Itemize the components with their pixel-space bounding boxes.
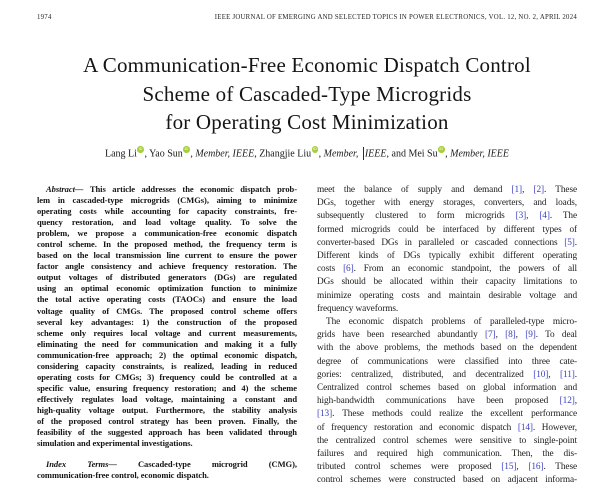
author-text: Member,	[323, 148, 361, 160]
citation-link[interactable]: [3]	[515, 211, 527, 222]
author-text: ,	[318, 148, 324, 160]
page-number: 1974	[37, 14, 52, 21]
author-name: Mei Su	[408, 148, 438, 160]
left-column	[37, 184, 297, 488]
two-column-body	[37, 184, 577, 488]
index-terms-section	[37, 459, 297, 481]
orcid-icon[interactable]: iD	[138, 146, 143, 151]
text-line: output voltages of distributed generators (DGs) are regulated	[37, 272, 297, 283]
citation-link[interactable]: [5]	[564, 237, 575, 248]
citation-link[interactable]: [4]	[539, 211, 550, 222]
text-line: operating costs for CMGs; 3) frequency could be controlled at a	[37, 371, 297, 382]
running-header	[37, 14, 577, 21]
text-line: factor angle consistency and achieve frequency restoration. The	[37, 261, 297, 272]
citation-link[interactable]: [6]	[343, 264, 354, 275]
author-text: Member, IEEE	[195, 148, 255, 160]
text-line: minimize operating costs and maintain desirable voltage and	[317, 290, 577, 301]
citation-link[interactable]: [8]	[505, 330, 516, 341]
text-line: scheme only requires local voltage and current measurements,	[37, 327, 297, 338]
author-text: ,	[144, 148, 150, 160]
citation-link[interactable]: [14]	[517, 422, 533, 433]
text-line: control scheme. In the proposed method, the frequency term is	[37, 239, 297, 250]
text-line: specific value, ensuring frequency restoration; and 4) the scheme	[37, 382, 297, 393]
author-text: ,	[190, 148, 196, 160]
text-cursor-artifact	[363, 147, 364, 160]
paper-title	[0, 51, 614, 137]
section-lead-label: Abstract—	[46, 184, 90, 194]
text-line: operating costs while accounting for capacity constraints, fre-	[37, 206, 297, 217]
text-line: based on the local transmission line current to ensure the power	[37, 250, 297, 261]
text-line: DGs should be allocated within their capacity limitations to	[317, 277, 577, 288]
text-line: Index Terms— Cascaded-type microgrid (CMG),	[46, 459, 297, 470]
text-line: [13]. These methods could realize the excellent performance	[317, 409, 577, 420]
text-line: converter-based DGs in paralleled or cascaded connections [5].	[317, 237, 577, 248]
text-line: quency restoration, and load voltage quality. To solve the	[37, 217, 297, 228]
text-line: control schemes were constructed based on adjacent informa-	[317, 475, 577, 486]
text-line: costs [6]. From an economic standpoint, the powers of all	[317, 264, 577, 275]
author-text: IEEE	[364, 148, 387, 160]
citation-link[interactable]: [10]	[533, 369, 549, 380]
text-line: feasibility of the suggested approach has been validated through	[37, 427, 297, 438]
citation-link[interactable]: [15]	[501, 462, 517, 473]
citation-link[interactable]: [11]	[560, 369, 575, 380]
text-line: of the proposed control strategy has been proven. Finally, the	[37, 415, 297, 426]
text-line: several key advantages: 1) the construction of the proposed	[37, 316, 297, 327]
text-line: communication-free control, economic dispatch.	[37, 470, 209, 481]
text-line: gories: centralized, distributed, and decentralized [10], [11].	[317, 369, 577, 380]
author-name: Zhangjie Liu	[259, 148, 312, 160]
author-line	[0, 146, 614, 162]
text-line: The economic dispatch problems of paralleled-type micro-	[326, 317, 577, 328]
citation-link[interactable]: [12]	[559, 396, 575, 407]
orcid-icon[interactable]: iD	[439, 146, 444, 151]
orcid-icon[interactable]: iD	[184, 146, 189, 151]
text-line: effectively regulates load voltage, maintaining a constant and	[37, 393, 297, 404]
text-line: failures and required high communication. Then, the dis-	[317, 449, 577, 460]
text-line: of frequency restoration and economic dispatch [14]. However,	[317, 422, 577, 433]
citation-link[interactable]: [7]	[485, 330, 496, 341]
text-line: for Operating Cost Minimization	[165, 110, 449, 134]
text-line: lem in cascaded-type microgrids (CMGs), aiming to minimize	[37, 195, 297, 206]
text-line: considering capacity constraints, is realized, leading in reduced	[37, 360, 297, 371]
text-line: grids have been researched abundantly [7], [8], [9]. To deal	[317, 330, 577, 341]
text-line: degree of communications were classified into three cate-	[317, 356, 577, 367]
text-line: eliminating the need for communication and making it a fully	[37, 338, 297, 349]
text-line: meet the balance of supply and demand [1], [2]. These	[317, 185, 578, 195]
text-line: Centralized control schemes based on global information and	[317, 383, 577, 394]
citation-link[interactable]: [2]	[533, 185, 545, 195]
text-line: tributed control schemes were proposed [15], [16]. These	[317, 462, 577, 473]
author-text: ,	[254, 148, 260, 160]
text-line: the centralized control schemes were sensitive to single-point	[317, 435, 577, 446]
right-column	[317, 184, 577, 488]
text-line: problem, we propose a communication-free economic dispatch	[37, 228, 297, 239]
text-line: high-quality voltage output. Furthermore, the stability analysis	[37, 404, 297, 415]
text-line: DGs, together with energy storages, converters, and loads,	[317, 198, 577, 209]
author-text: ,	[445, 148, 451, 160]
text-line: the total active operating costs (TAOCs) and ensure the load	[37, 294, 297, 305]
citation-link[interactable]: [9]	[525, 330, 536, 341]
orcid-icon[interactable]: iD	[312, 146, 317, 151]
author-text: Member, IEEE	[450, 148, 509, 160]
text-line: frequency waveforms.	[317, 303, 399, 314]
text-line: voltage quality of CMGs. The proposed control scheme offers	[37, 305, 297, 316]
text-line: communication-free approach; 2) the optimal economic dispatch,	[37, 349, 297, 360]
abstract-section	[37, 184, 297, 449]
text-line: Different kinds of DGs typically exhibit different operating	[317, 251, 577, 262]
text-line: with the above problems, the methods based on the dependent	[317, 343, 577, 354]
section-lead-label: Index Terms—	[46, 459, 138, 470]
text-line: using an optimal economic optimization function to minimize	[37, 283, 297, 294]
author-text: , and	[386, 148, 409, 160]
author-name: Yao Sun	[149, 148, 183, 160]
text-line: subsequently clustered to form microgrids [3], [4]. The	[317, 211, 577, 222]
body-paragraph-2	[317, 316, 577, 488]
text-line: Scheme of Cascaded-Type Microgrids	[142, 81, 472, 106]
text-line: Abstract— This article addresses the economic dispatch prob-	[46, 184, 297, 194]
body-paragraph-1	[317, 184, 577, 316]
citation-link[interactable]: [13]	[317, 409, 333, 420]
citation-link[interactable]: [16]	[528, 462, 544, 473]
journal-title: IEEE JOURNAL OF EMERGING AND SELECTED TOPICS IN POWER ELECTRONICS, VOL. 12, NO. 2, APRIL 2024	[214, 14, 577, 21]
text-line: simulation and experimental investigations.	[37, 438, 193, 449]
text-line: A Communication-Free Economic Dispatch Control	[83, 53, 531, 77]
text-line: formed microgrids could be interfaced by different types of	[317, 224, 577, 235]
citation-link[interactable]: [1]	[511, 185, 523, 195]
author-name: Lang Li	[105, 148, 137, 160]
text-line: high-bandwidth communications have been proposed [12],	[317, 396, 577, 407]
